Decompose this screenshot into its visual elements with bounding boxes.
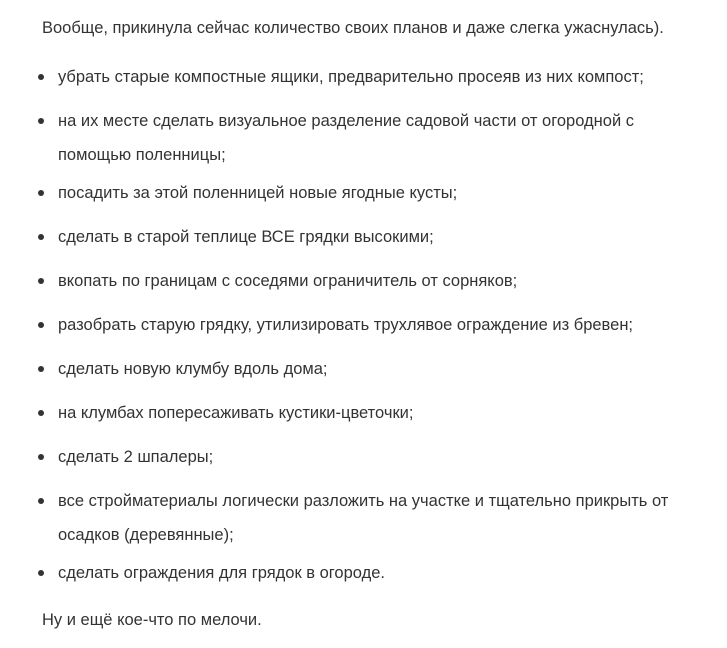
bullet-icon <box>38 570 44 576</box>
list-item <box>38 440 688 474</box>
list-item <box>38 104 688 172</box>
list-item <box>38 264 688 298</box>
bullet-icon <box>38 278 44 284</box>
list-item <box>38 484 688 552</box>
list-item <box>38 352 688 386</box>
bullet-icon <box>38 454 44 460</box>
outro-paragraph: Ну и ещё кое-что по мелочи. <box>42 611 262 629</box>
bullet-icon <box>38 410 44 416</box>
list-item-text: разобрать старую грядку, утилизировать трухлявое ограждение из бревен; <box>58 316 634 334</box>
bullet-icon <box>38 498 44 504</box>
list-item <box>38 396 688 430</box>
bullet-icon <box>38 366 44 372</box>
list-item-text: убрать старые компостные ящики, предварительно просеяв из них компост; <box>58 68 644 86</box>
list-item <box>38 176 688 210</box>
bullet-icon <box>38 234 44 240</box>
bullet-icon <box>38 322 44 328</box>
bullet-icon <box>38 74 44 80</box>
list-item-text: на их месте сделать визуальное разделение садовой части от огородной с помощью поленницы; <box>58 112 635 164</box>
bullet-icon <box>38 118 44 124</box>
intro-paragraph: Вообще, прикинула сейчас количество своих планов и даже слегка ужаснулась). <box>42 19 664 37</box>
list-item-text: на клумбах попересаживать кустики-цветочки; <box>58 404 414 422</box>
list-item-text: вкопать по границам с соседями ограничитель от сорняков; <box>58 272 518 290</box>
list-item-text: сделать ограждения для грядок в огороде. <box>58 564 385 582</box>
list-item-text: сделать 2 шпалеры; <box>58 448 214 466</box>
bullet-icon <box>38 190 44 196</box>
list-item-text: сделать в старой теплице ВСЕ грядки высокими; <box>58 228 434 246</box>
list-item <box>38 220 688 254</box>
list-item <box>38 556 688 590</box>
list-item <box>38 308 688 342</box>
list-item-text: все стройматериалы логически разложить на участке и тщательно прикрыть от осадков (деревянные); <box>58 492 669 544</box>
list-item-text: сделать новую клумбу вдоль дома; <box>58 360 328 378</box>
list-item <box>38 60 688 94</box>
list-item-text: посадить за этой поленницей новые ягодные кусты; <box>58 184 458 202</box>
